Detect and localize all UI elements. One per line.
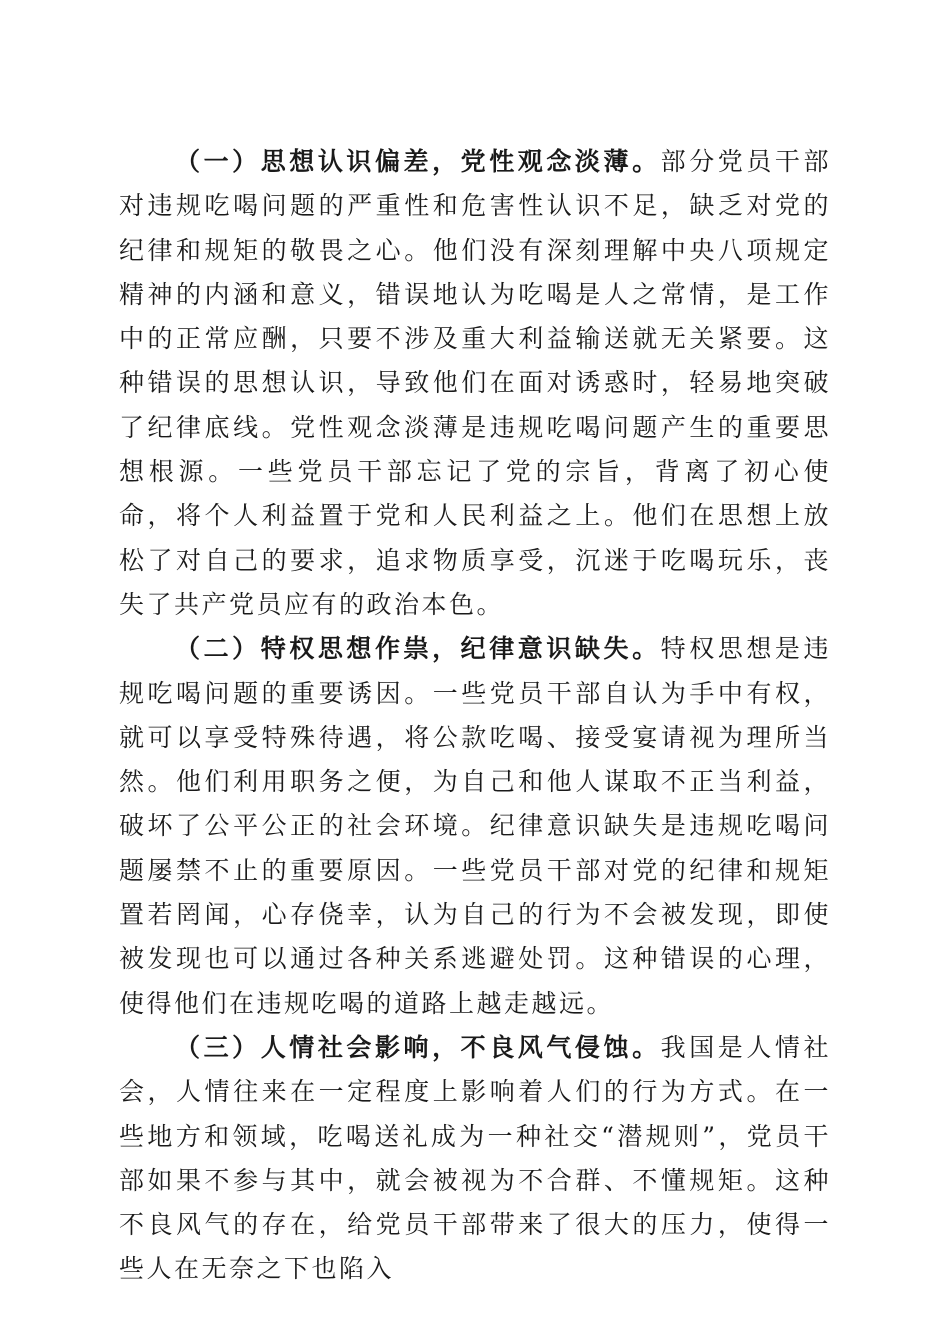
paragraph-2	[119, 627, 831, 1026]
paragraph-2-text: 特权思想是违规吃喝问题的重要诱因。一些党员干部自认为手中有权，就可以享受特殊待遇，将公款吃喝、接受宴请视为理所当然。他们利用职务之便，为自己和他人谋取不正当利益，破坏了公平公正的社会环境。纪律意识缺失是违规吃喝问题屡禁不止的重要原因。一些党员干部对党的纪律和规矩置若罔闻，心存侥幸，认为自己的行为不会被发现，即使被发现也可以通过各种关系逃避处罚。这种错误的心理，使得他们在违规吃喝的道路上越走越远。	[119, 634, 831, 1018]
paragraph-1	[119, 140, 831, 627]
paragraph-3	[119, 1026, 831, 1292]
paragraph-3-heading: （三）人情社会影响，不良风气侵蚀。	[175, 1032, 661, 1062]
paragraph-1-text: 部分党员干部对违规吃喝问题的严重性和危害性认识不足，缺乏对党的纪律和规矩的敬畏之心。他们没有深刻理解中央八项规定精神的内涵和意义，错误地认为吃喝是人之常情，是工作中的正常应酬，只要不涉及重大利益输送就无关紧要。这种错误的思想认识，导致他们在面对诱惑时，轻易地突破了纪律底线。党性观念淡薄是违规吃喝问题产生的重要思想根源。一些党员干部忘记了党的宗旨，背离了初心使命，将个人利益置于党和人民利益之上。他们在思想上放松了对自己的要求，追求物质享受，沉迷于吃喝玩乐，丧失了共产党员应有的政治本色。	[119, 147, 831, 619]
paragraph-2-heading: （二）特权思想作祟，纪律意识缺失。	[175, 634, 661, 664]
paragraph-3-text: 我国是人情社会，人情往来在一定程度上影响着人们的行为方式。在一些地方和领域，吃喝送礼成为一种社交“潜规则”，党员干部如果不参与其中，就会被视为不合群、不懂规矩。这种不良风气的存在，给党员干部带来了很大的压力，使得一些人在无奈之下也陷入	[119, 1032, 831, 1284]
paragraph-1-heading: （一）思想认识偏差，党性观念淡薄。	[175, 147, 661, 176]
document-body	[119, 140, 831, 1292]
